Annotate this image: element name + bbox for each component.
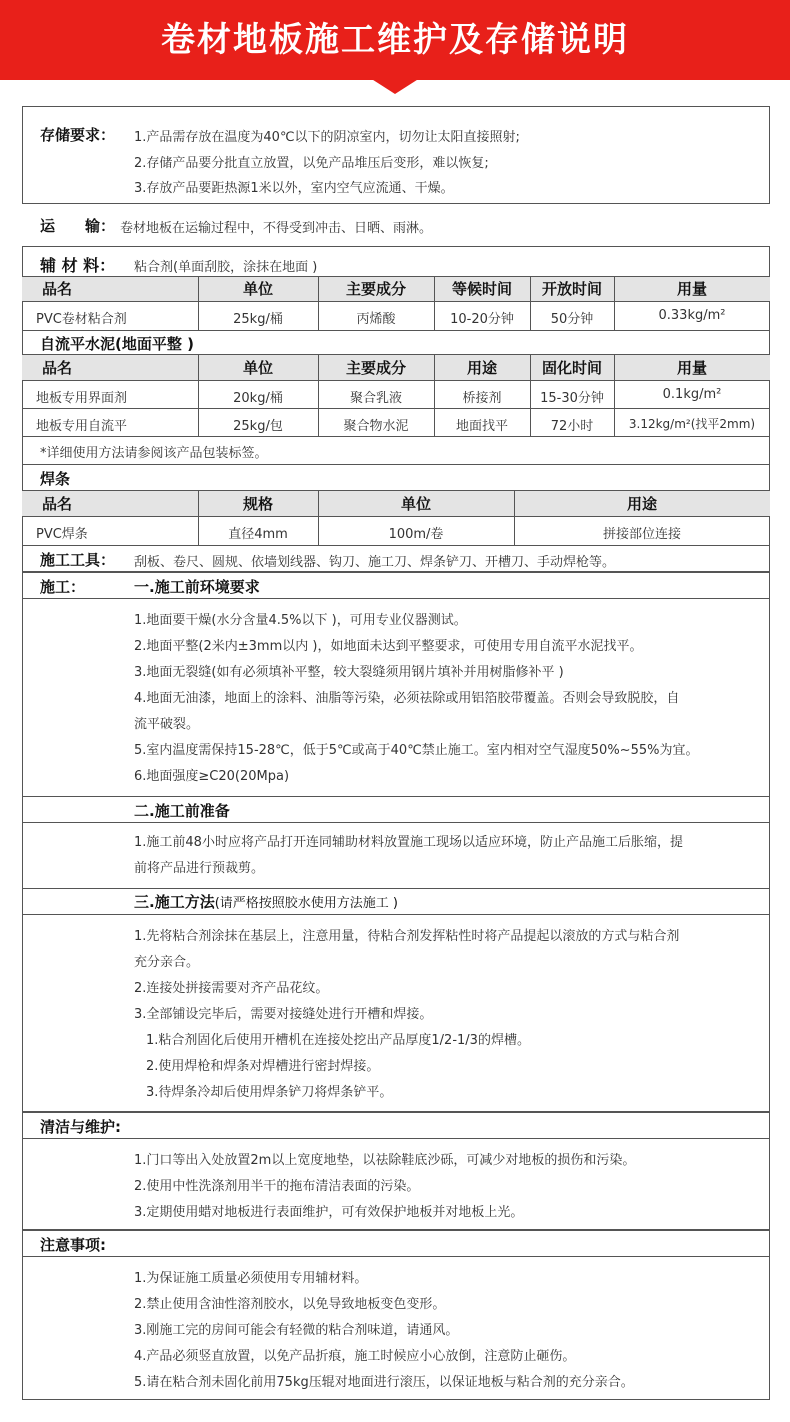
table3-cell: 100m/卷 (388, 527, 444, 542)
table1-header: 用量 (676, 280, 707, 298)
table2-header: 品名 (41, 359, 72, 377)
table2-cell: 聚合乳液 (349, 391, 402, 406)
notes-item: 1.为保证施工质量必须使用专用辅材料。 (134, 1271, 368, 1286)
section3-title-note: (请严格按照胶水使用方法施工 ) (214, 896, 398, 911)
table2-cell: 20kg/桶 (233, 391, 283, 406)
table3-cell: 拼接部位连接 (602, 527, 681, 542)
table1-cell: 10-20分钟 (450, 312, 514, 327)
section1-item: 1.地面要干燥(水分含量4.5%以下 )，可用专业仪器测试。 (134, 613, 467, 628)
adhesive-description: 粘合剂(单面刮胶，涂抹在地面 ) (134, 260, 318, 275)
section3-title: 三.施工方法 (134, 893, 215, 911)
table2-cell: 72小时 (550, 419, 594, 434)
section3-title-row (134, 891, 398, 912)
storage-label: 存储要求： (40, 126, 116, 144)
cleaning-item: 1.门口等出入处放置2m以上宽度地垫，以祛除鞋底沙砾，可减少对地板的损伤和污染。 (134, 1153, 636, 1168)
section1-item: 3.地面无裂缝(如有必须填补平整，较大裂缝须用钢片填补并用树脂修补平 ) (134, 665, 564, 680)
table2-cell: 地板专用自流平 (36, 419, 128, 434)
table2-cell: 3.12kg/m²(找平2mm) (628, 417, 756, 431)
table1-cell: 50分钟 (550, 312, 594, 327)
notes-item: 3.刚施工完的房间可能会有轻微的粘合剂味道，请通风。 (134, 1323, 459, 1338)
section2-item: 1.施工前48小时应将产品打开连同辅助材料放置施工现场以适应环境，防止产品施工后胀缩，提 (134, 835, 683, 850)
cleaning-item: 3.定期使用蜡对地板进行表面维护，可有效保护地板并对地板上光。 (134, 1205, 524, 1220)
cleaning-label: 清洁与维护: (40, 1118, 121, 1136)
section3-item: 3.全部铺设完毕后，需要对接缝处进行开槽和焊接。 (134, 1007, 433, 1022)
cement-title: 自流平水泥(地面平整 ) (40, 335, 194, 353)
transport-label: 运 输： (40, 217, 116, 235)
storage-item: 2.存储产品要分批直立放置，以免产品堆压后变形，难以恢复; (134, 156, 489, 171)
table2-header: 固化时间 (541, 359, 602, 377)
table1-cell: 丙烯酸 (356, 312, 396, 327)
table1-header: 等候时间 (451, 280, 512, 298)
table2-cell: 15-30分钟 (540, 391, 604, 406)
table1-header: 主要成分 (345, 280, 406, 298)
table3-header: 品名 (41, 495, 72, 513)
section3-subitem: 2.使用焊枪和焊条对焊槽进行密封焊接。 (146, 1059, 380, 1074)
table2-header: 用途 (466, 359, 497, 377)
table1-header: 品名 (41, 280, 72, 298)
materials-note: *详细使用方法请参阅该产品包装标签。 (40, 446, 268, 461)
section3-body (134, 924, 679, 1106)
section2-body (134, 830, 683, 882)
table2-cell: 地板专用界面剂 (36, 391, 128, 406)
table2-cell: 25kg/包 (233, 419, 283, 434)
table2-header: 主要成分 (345, 359, 406, 377)
notes-item: 2.禁止使用含油性溶剂胶水，以免导致地板变色变形。 (134, 1297, 446, 1312)
weld-title: 焊条 (40, 470, 71, 488)
section1-item: 流平破裂。 (134, 717, 200, 732)
section2-title: 二.施工前准备 (134, 802, 230, 820)
notes-label: 注意事项: (40, 1236, 106, 1254)
table3-header: 用途 (626, 495, 657, 513)
storage-item: 3.存放产品要距热源1米以外，室内空气应流通、干燥。 (134, 181, 454, 196)
table2-cell: 地面找平 (455, 419, 508, 434)
table2-cell: 桥接剂 (462, 391, 502, 406)
table3-cell: 直径4mm (228, 527, 288, 542)
table2-cell: 聚合物水泥 (343, 419, 409, 434)
tools-label: 施工工具： (40, 551, 116, 569)
section3-item: 2.连接处拼接需要对齐产品花纹。 (134, 981, 329, 996)
section1-title: 一.施工前环境要求 (134, 578, 260, 596)
table1-cell: 0.33kg/m² (658, 308, 726, 323)
section1-item: 2.地面平整(2米内±3mm以内 )，如地面未达到平整要求，可使用专用自流平水泥找平。 (134, 639, 643, 654)
tools-text: 刮板、卷尺、圆规、依墙划线器、钩刀、施工刀、焊条铲刀、开槽刀、手动焊枪等。 (134, 555, 616, 570)
table2-header: 用量 (676, 359, 707, 377)
table1-cell: 25kg/桶 (233, 312, 283, 327)
section1-item: 4.地面无油漆，地面上的涂料、油脂等污染，必须祛除或用铝箔胶带覆盖。否则会导致脱胶，自 (134, 691, 680, 706)
table2-header: 单位 (242, 359, 273, 377)
table1-header: 单位 (242, 280, 273, 298)
table1-header: 开放时间 (541, 280, 602, 298)
table3-cell: PVC焊条 (36, 527, 88, 542)
table2-cell: 0.1kg/m² (662, 387, 722, 402)
construction-label: 施工： (40, 578, 86, 596)
page-title: 卷材地板施工维护及存储说明 (161, 20, 629, 60)
cleaning-item: 2.使用中性洗涤剂用半干的拖布清洁表面的污染。 (134, 1179, 420, 1194)
table3-header: 规格 (242, 495, 273, 513)
section1-item: 5.室内温度需保持15-28℃，低于5℃或高于40℃禁止施工。室内相对空气湿度50%~55%为宜。 (134, 743, 699, 758)
table1-cell: PVC卷材粘合剂 (36, 312, 127, 327)
transport-text: 卷材地板在运输过程中，不得受到冲击、日晒、雨淋。 (120, 221, 433, 236)
materials-label: 辅 材 料： (40, 256, 116, 275)
table3-header: 单位 (400, 495, 431, 513)
section3-item: 充分亲合。 (134, 955, 200, 970)
storage-item: 1.产品需存放在温度为40℃以下的阴凉室内，切勿让太阳直接照射; (134, 130, 520, 145)
section3-subitem: 3.待焊条冷却后使用焊条铲刀将焊条铲平。 (146, 1085, 393, 1100)
notes-item: 4.产品必须竖直放置，以免产品折痕，施工时候应小心放倒，注意防止砸伤。 (134, 1349, 576, 1364)
section3-item: 1.先将粘合剂涂抹在基层上，注意用量，待粘合剂发挥粘性时将产品提起以滚放的方式与粘合剂 (134, 929, 680, 944)
notes-body (134, 1266, 634, 1396)
section1-body (134, 608, 698, 790)
section2-item: 前将产品进行预裁剪。 (134, 861, 265, 876)
section3-subitem: 1.粘合剂固化后使用开槽机在连接处挖出产品厚度1/2-1/3的焊槽。 (146, 1033, 530, 1048)
notes-item: 5.请在粘合剂未固化前用75kg压辊对地面进行滚压，以保证地板与粘合剂的充分亲合。 (134, 1375, 634, 1390)
cleaning-body (134, 1148, 635, 1226)
section1-item: 6.地面强度≥C20(20Mpa) (134, 769, 290, 784)
banner-arrow (370, 78, 420, 94)
